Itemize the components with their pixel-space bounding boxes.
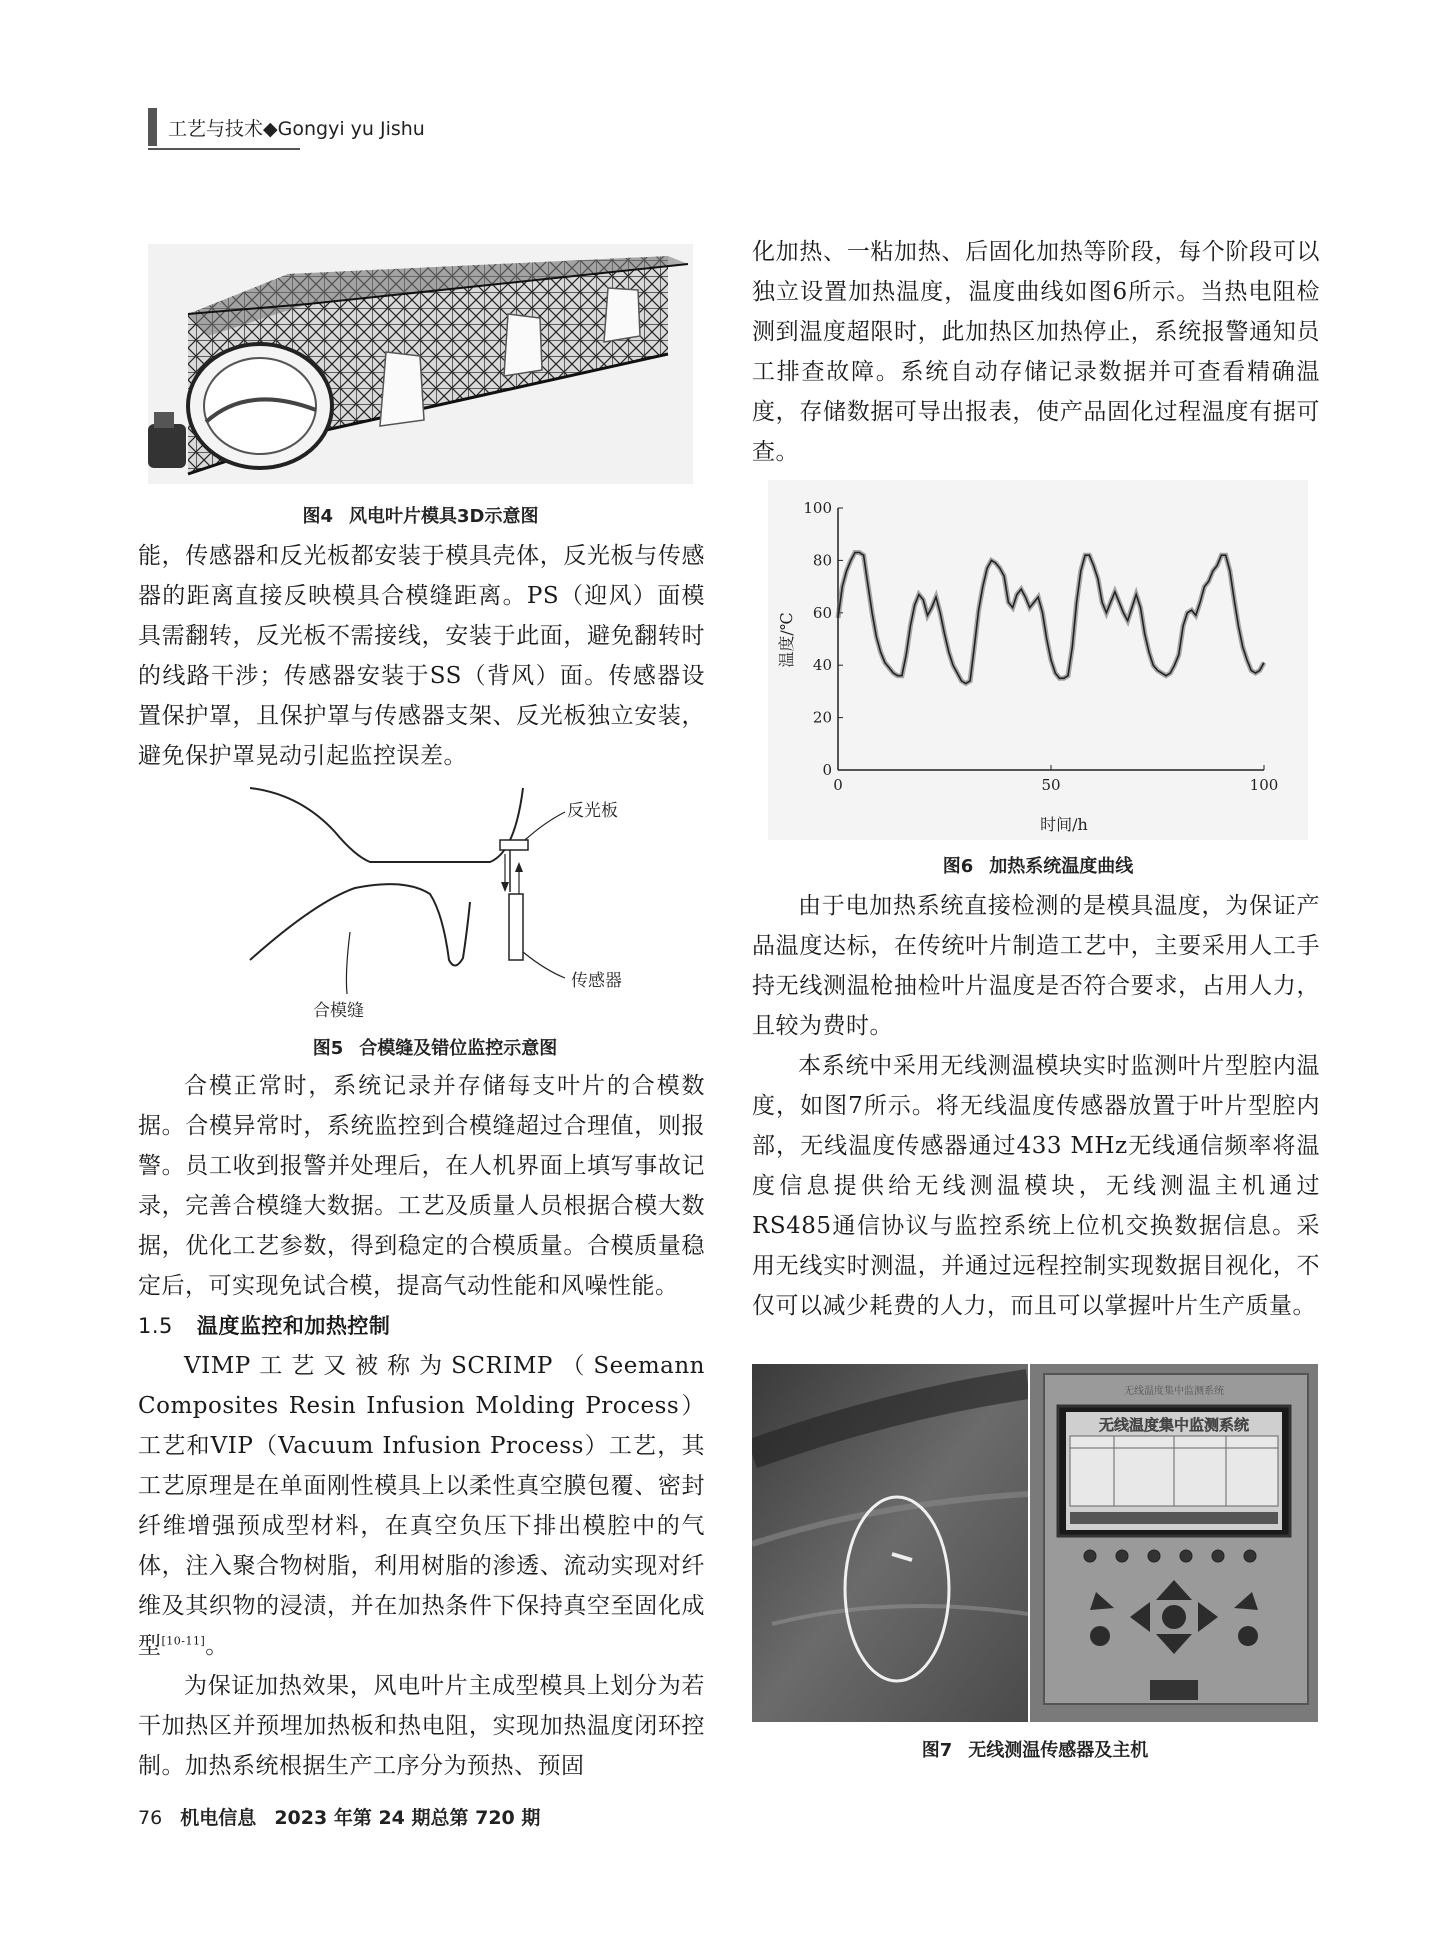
y-tick-label: 80 xyxy=(812,551,832,570)
figure-5-caption: 图5 合模缝及错位监控示意图 xyxy=(312,1038,558,1059)
y-tick-label: 60 xyxy=(812,603,832,622)
figure-5-diagram xyxy=(225,782,645,1024)
screen-title: 无线温度集中监测系统 xyxy=(1098,1416,1250,1434)
y-tick-label: 100 xyxy=(803,499,832,517)
y-tick-label: 0 xyxy=(822,761,832,779)
figure-7-photo-sensor xyxy=(752,1364,1028,1722)
paragraph: 本系统中采用无线测温模块实时监测叶片型腔内温度，如图7所示。将无线温度传感器放置于叶片型腔内部，无线温度传感器通过433 MHz无线通信频率将温度信息提供给无线测温模块，无线测温主机通过RS485通信协议与监控系统上位机交换数据信息。采用无线实时测温，并通过远程控制实现数据目视化，不仅可以减少耗费的人力，而且可以掌握叶片生产质量。 xyxy=(752,1053,1320,1319)
page-number: 76 xyxy=(138,1807,163,1829)
figure-7-photo-host xyxy=(1030,1364,1318,1722)
page-footer xyxy=(138,1803,540,1830)
y-axis-title xyxy=(777,612,796,667)
left-column-lower xyxy=(138,1066,705,1786)
left-column xyxy=(138,536,705,776)
figure-6-chart xyxy=(768,480,1308,840)
y-tick-label: 40 xyxy=(812,656,832,675)
citation: [10-11] xyxy=(161,1634,206,1648)
x-tick-label: 0 xyxy=(833,776,843,794)
paragraph: 由于电加热系统直接检测的是模具温度，为保证产品温度达标，在传统叶片制造工艺中，主要采用人工手持无线测温枪抽检叶片温度是否符合要求，占用人力，且较为费时。 xyxy=(752,893,1320,1039)
issue-info: 2023 年第 24 期总第 720 期 xyxy=(274,1807,541,1829)
header-bar xyxy=(148,108,157,146)
seam-label: 合模缝 xyxy=(313,1001,364,1021)
x-tick-label: 100 xyxy=(1249,776,1279,794)
y-tick-label: 20 xyxy=(812,708,832,727)
journal-name: 机电信息 xyxy=(180,1807,257,1829)
section-heading: 1.5 温度监控和加热控制 xyxy=(138,1314,391,1338)
right-column-mid xyxy=(752,886,1320,1326)
x-tick-label: 50 xyxy=(1041,776,1061,794)
header-text: 工艺与技术◆Gongyi yu Jishu xyxy=(168,118,425,140)
figure-4-image xyxy=(148,244,693,484)
paragraph: 为保证加热效果，风电叶片主成型模具上划分为若干加热区并预埋加热板和热电阻，实现加热温度闭环控制。加热系统根据生产工序分为预热、预固 xyxy=(138,1673,705,1779)
paragraph: 合模正常时，系统记录并存储每支叶片的合模数据。合模异常时，系统监控到合模缝超过合理值，则报警。员工收到报警并处理后，在人机界面上填写事故记录，完善合模缝大数据。工艺及质量人员根据合模大数据，优化工艺参数，得到稳定的合模质量。合模质量稳定后，可实现免试合模，提高气动性能和风噪性能。 xyxy=(138,1073,705,1299)
panel-label: 无线温度集中监测系统 xyxy=(1124,1386,1224,1397)
paragraph: 能，传感器和反光板都安装于模具壳体，反光板与传感器的距离直接反映模具合模缝距离。PS（迎风）面模具需翻转，反光板不需接线，安装于此面，避免翻转时的线路干涉；传感器安装于SS（背风）面。传感器设置保护罩，且保护罩与传感器支架、反光板独立安装，避免保护罩晃动引起监控误差。 xyxy=(138,543,705,769)
figure-4-caption: 图4 风电叶片模具3D示意图 xyxy=(302,506,539,527)
sensor-label: 传感器 xyxy=(571,971,622,991)
right-column-top xyxy=(752,232,1320,472)
running-header xyxy=(148,106,425,152)
svg-text:温度/℃: 温度/℃ xyxy=(777,612,796,668)
paragraph: 化加热、一粘加热、后固化加热等阶段，每个阶段可以独立设置加热温度，温度曲线如图6所示。当热电阻检测到温度超限时，此加热区加热停止，系统报警通知员工排查故障。系统自动存储记录数据并可查看精确温度，存储数据可导出报表，使产品固化过程温度有据可查。 xyxy=(752,239,1320,465)
series-line-band xyxy=(838,553,1264,684)
paragraph: VIMP工艺又被称为SCRIMP（Seemann Composites Resin Infusion Molding Process）工艺和VIP（Vacuum Infusion Process）工艺，其工艺原理是在单面刚性模具上以柔性真空膜包覆、密封纤维增强预成型材料，在真空负压下排出模腔中的气体，注入聚合物树脂，利用树脂的渗透、流动实现对纤维及其织物的浸渍，并在加热条件下保持真空至固化成型[10-11]。 xyxy=(138,1353,705,1659)
figure-7-caption: 图7 无线测温传感器及主机 xyxy=(921,1740,1149,1761)
header-rule xyxy=(148,148,300,150)
x-axis-title: 时间/h xyxy=(1040,815,1088,834)
figure-6-caption: 图6 加热系统温度曲线 xyxy=(942,856,1134,877)
reflector-label: 反光板 xyxy=(567,801,618,821)
